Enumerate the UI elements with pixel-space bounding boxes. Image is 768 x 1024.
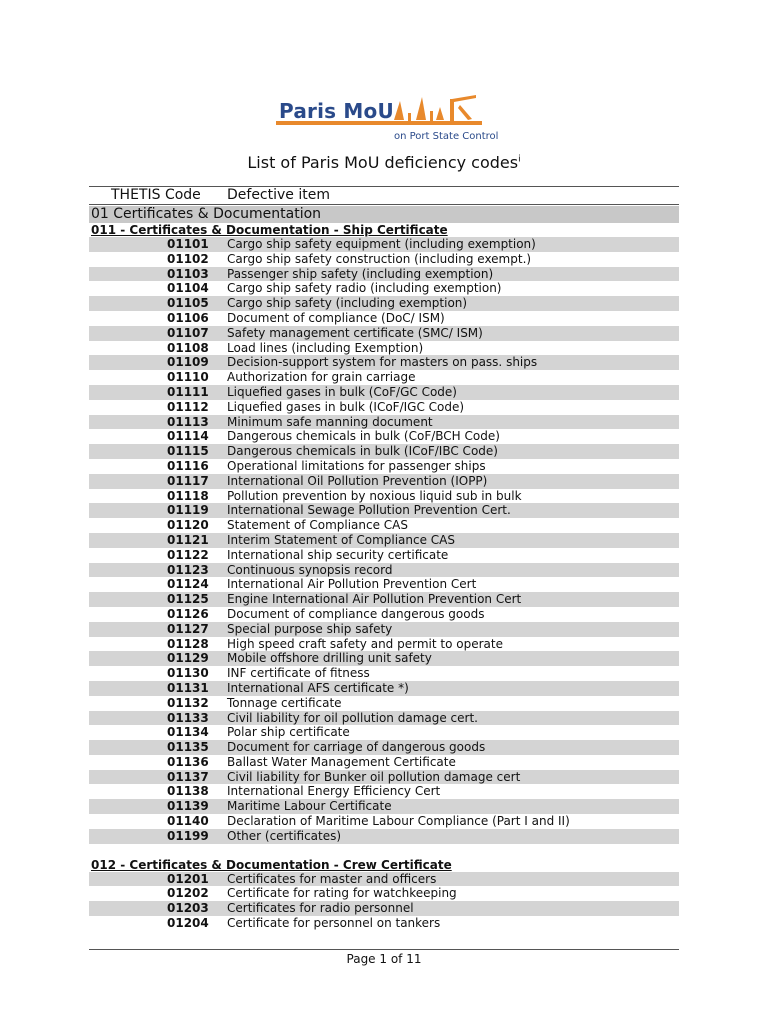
defective-item: Tonnage certificate <box>227 695 342 710</box>
defective-item: Operational limitations for passenger ships <box>227 458 486 473</box>
table-row <box>89 916 679 931</box>
table-row <box>89 355 679 370</box>
document-title-text: List of Paris MoU deficiency codes <box>247 153 519 172</box>
thetis-code: 01128 <box>167 636 209 651</box>
defective-item: Special purpose ship safety <box>227 621 393 636</box>
header-defective-item: Defective item <box>227 187 330 203</box>
table-row <box>89 267 679 282</box>
defective-item: Ballast Water Management Certificate <box>227 754 456 769</box>
defective-item: Document for carriage of dangerous goods <box>227 740 486 755</box>
thetis-code: 01137 <box>167 769 209 784</box>
table-row <box>89 563 679 578</box>
table-row <box>89 281 679 296</box>
defective-item: Polar ship certificate <box>227 725 350 740</box>
thetis-code: 01131 <box>167 680 209 695</box>
table-row <box>89 341 679 356</box>
defective-item: Safety management certificate (SMC/ ISM) <box>227 325 483 340</box>
logo-subtitle: on Port State Control <box>394 131 499 142</box>
defective-item: Cargo ship safety construction (including exempt.) <box>227 251 532 266</box>
table-row <box>89 666 679 681</box>
defective-item: Dangerous chemicals in bulk (ICoF/IBC Code) <box>227 444 498 459</box>
defective-item: Certificates for radio personnel <box>227 901 414 916</box>
defective-item: International Air Pollution Prevention Cert <box>227 577 477 592</box>
defective-item: INF certificate of fitness <box>227 666 370 681</box>
table-row <box>89 901 679 916</box>
thetis-code: 01130 <box>167 666 209 681</box>
table-row <box>89 622 679 637</box>
table-row <box>89 725 679 740</box>
header-thetis-code: THETIS Code <box>111 187 201 203</box>
table-row <box>89 548 679 563</box>
defective-item: Authorization for grain carriage <box>227 370 416 385</box>
table-row <box>89 326 679 341</box>
defective-item: Liquefied gases in bulk (CoF/GC Code) <box>227 384 457 399</box>
thetis-code: 01138 <box>167 784 209 799</box>
thetis-code: 01124 <box>167 577 209 592</box>
defective-item: Maritime Labour Certificate <box>227 799 392 814</box>
table-row <box>89 799 679 814</box>
thetis-code: 01132 <box>167 695 209 710</box>
thetis-code: 01123 <box>167 562 209 577</box>
thetis-code: 01114 <box>167 429 209 444</box>
table-row <box>89 696 679 711</box>
thetis-code: 01117 <box>167 473 209 488</box>
table-row <box>89 518 679 533</box>
table-row <box>89 415 679 430</box>
defective-item: Mobile offshore drilling unit safety <box>227 651 432 666</box>
thetis-code: 01202 <box>167 886 209 901</box>
section-spacer <box>89 844 679 858</box>
table-row <box>89 577 679 592</box>
table-row <box>89 784 679 799</box>
thetis-code: 01119 <box>167 503 209 518</box>
thetis-code: 01203 <box>167 901 209 916</box>
defective-item: Certificate for rating for watchkeeping <box>227 886 457 901</box>
logo-title: Paris MoU <box>279 99 394 123</box>
defective-item: Civil liability for oil pollution damage cert. <box>227 710 478 725</box>
thetis-code: 01104 <box>167 281 209 296</box>
defective-item: Cargo ship safety (including exemption) <box>227 296 468 311</box>
table-row <box>89 829 679 844</box>
thetis-code: 01120 <box>167 518 209 533</box>
thetis-code: 01101 <box>167 237 209 251</box>
section-title: 01 Certificates & Documentation <box>89 206 679 223</box>
defective-item: Minimum safe manning document <box>227 414 433 429</box>
thetis-code: 01136 <box>167 754 209 769</box>
defective-item: International Energy Efficiency Cert <box>227 784 441 799</box>
thetis-code: 01204 <box>167 916 209 931</box>
thetis-code: 01140 <box>167 814 209 829</box>
subsection-title: 012 - Certificates & Documentation - Crew Certificate <box>91 857 452 872</box>
thetis-code: 01126 <box>167 606 209 621</box>
defective-item: International AFS certificate *) <box>227 680 409 695</box>
footer-rule <box>89 949 679 950</box>
footnote-marker: i <box>518 154 521 165</box>
thetis-code: 01115 <box>167 444 209 459</box>
defective-item: Other (certificates) <box>227 828 342 843</box>
table-row <box>89 681 679 696</box>
defective-item: Liquefied gases in bulk (ICoF/IGC Code) <box>227 399 465 414</box>
table-row <box>89 311 679 326</box>
defective-item: International Sewage Pollution Prevention Cert. <box>227 503 511 518</box>
thetis-code: 01107 <box>167 325 209 340</box>
table-row <box>89 474 679 489</box>
thetis-code: 01111 <box>167 384 209 399</box>
thetis-code: 01112 <box>167 399 209 414</box>
defective-item: Continuous synopsis record <box>227 562 393 577</box>
thetis-code: 01129 <box>167 651 209 666</box>
table-row <box>89 385 679 400</box>
table-header <box>89 186 679 205</box>
defective-item: Statement of Compliance CAS <box>227 518 408 533</box>
table-row <box>89 755 679 770</box>
table-row <box>89 592 679 607</box>
table-row <box>89 252 679 267</box>
thetis-code: 01121 <box>167 532 209 547</box>
table-row <box>89 296 679 311</box>
table-row <box>89 533 679 548</box>
defective-item: Interim Statement of Compliance CAS <box>227 532 455 547</box>
table-row <box>89 237 679 252</box>
page-number: Page 1 of 11 <box>346 952 422 966</box>
defective-item: Load lines (including Exemption) <box>227 340 424 355</box>
defective-item: Certificate for personnel on tankers <box>227 916 441 931</box>
table-row <box>89 814 679 829</box>
table-row <box>89 637 679 652</box>
thetis-code: 01125 <box>167 592 209 607</box>
defective-item: International Oil Pollution Prevention (IOPP) <box>227 473 488 488</box>
defective-item: Document of compliance dangerous goods <box>227 606 485 621</box>
defective-item: Certificates for master and officers <box>227 871 437 886</box>
table-row <box>89 711 679 726</box>
subsection-title: 011 - Certificates & Documentation - Ship Certificate <box>91 223 448 237</box>
thetis-code: 01139 <box>167 799 209 814</box>
defective-item: Passenger ship safety (including exemption) <box>227 266 494 281</box>
defective-item: Decision-support system for masters on pass. ships <box>227 355 538 370</box>
table-row <box>89 607 679 622</box>
thetis-code: 01116 <box>167 458 209 473</box>
paris-mou-logo <box>276 93 502 149</box>
table-row <box>89 489 679 504</box>
table-row <box>89 459 679 474</box>
thetis-code: 01201 <box>167 871 209 886</box>
thetis-code: 01135 <box>167 740 209 755</box>
table-row <box>89 444 679 459</box>
table-row <box>89 503 679 518</box>
defective-item: Engine International Air Pollution Prevention Cert <box>227 592 522 607</box>
thetis-code: 01110 <box>167 370 209 385</box>
defective-item: Cargo ship safety radio (including exemption) <box>227 281 502 296</box>
table-row <box>89 886 679 901</box>
thetis-code: 01118 <box>167 488 209 503</box>
defective-item: Pollution prevention by noxious liquid sub in bulk <box>227 488 522 503</box>
thetis-code: 01133 <box>167 710 209 725</box>
thetis-code: 01109 <box>167 355 209 370</box>
deficiency-codes-table <box>89 186 679 931</box>
thetis-code: 01103 <box>167 266 209 281</box>
thetis-code: 01122 <box>167 547 209 562</box>
document-title <box>0 153 768 172</box>
thetis-code: 01102 <box>167 251 209 266</box>
thetis-code: 01108 <box>167 340 209 355</box>
table-row <box>89 400 679 415</box>
defective-item: Document of compliance (DoC/ ISM) <box>227 310 445 325</box>
defective-item: Civil liability for Bunker oil pollution damage cert <box>227 769 521 784</box>
subsections <box>89 223 679 931</box>
table-row <box>89 370 679 385</box>
table-row <box>89 770 679 785</box>
table-row <box>89 872 679 887</box>
thetis-code: 01199 <box>167 828 209 843</box>
defective-item: Dangerous chemicals in bulk (CoF/BCH Code) <box>227 429 500 444</box>
thetis-code: 01106 <box>167 310 209 325</box>
thetis-code: 01127 <box>167 621 209 636</box>
thetis-code: 01134 <box>167 725 209 740</box>
table-row <box>89 740 679 755</box>
table-row <box>89 429 679 444</box>
defective-item: International ship security certificate <box>227 547 449 562</box>
table-row <box>89 651 679 666</box>
thetis-code: 01105 <box>167 296 209 311</box>
thetis-code: 01113 <box>167 414 209 429</box>
defective-item: Cargo ship safety equipment (including exemption) <box>227 237 536 251</box>
defective-item: High speed craft safety and permit to operate <box>227 636 503 651</box>
defective-item: Declaration of Maritime Labour Compliance (Part I and II) <box>227 814 570 829</box>
